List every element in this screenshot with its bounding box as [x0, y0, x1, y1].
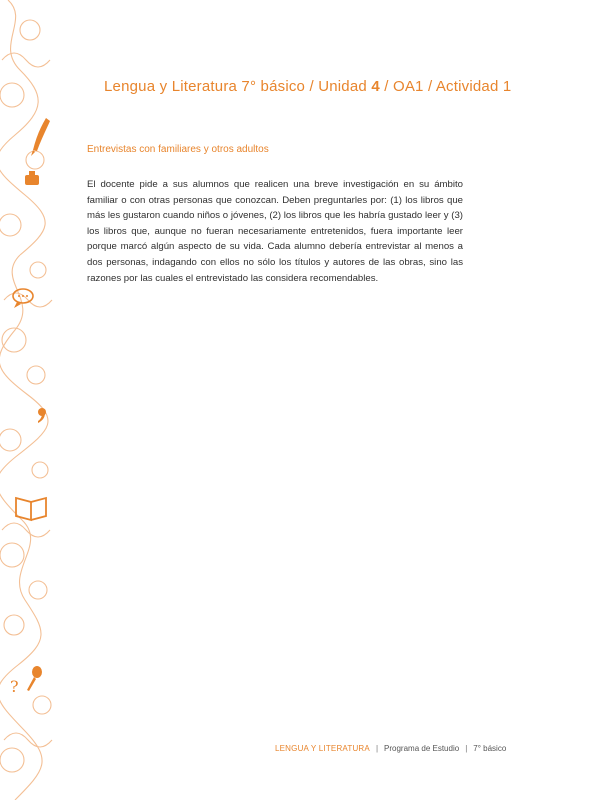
question-mark-icon [10, 677, 19, 696]
section-title: Entrevistas con familiares y otros adultos [87, 144, 269, 155]
decorative-border [0, 0, 62, 800]
svg-text:?: ? [10, 677, 19, 696]
footer-grade: 7° básico [473, 744, 507, 753]
footer-subject: LENGUA Y LITERATURA [275, 744, 370, 753]
pen-icon [31, 118, 50, 156]
unit-number: 4 [371, 78, 380, 95]
activity-description: El docente pide a sus alumnos que realicen una breve investigación en su ámbito familiar o con otras personas que conozcan. Deben preguntarles por: (1) los libros que más les gustaron cuando niños o jóvenes, (2) los libros que les habría gustado leer y (3) los libros que, aunque no fueran necesariamente entretenidos, fuera importante leer porque marcó algún aspecto de su vida. Cada alumno debería entrevistar al menos a dos personas, indagando con ellos no sólo los títulos y autores de las obras, sino las razones por las cuales el entrevistado las considera recomendables. [87, 179, 463, 284]
inkwell-icon [25, 171, 39, 185]
footer-separator: | [375, 744, 379, 753]
footer-separator: | [465, 744, 468, 753]
title-suffix: / OA1 / Actividad 1 [379, 78, 512, 95]
footer-program: Programa de Estudio [384, 744, 460, 753]
title-prefix: Lengua y Literatura 7° básico / Unidad [104, 78, 372, 95]
open-book-icon [16, 498, 46, 520]
speech-bubble-icon [13, 289, 33, 308]
page-footer [275, 744, 506, 753]
microphone-icon [27, 666, 42, 691]
page-title [104, 78, 511, 95]
comma-icon [38, 408, 46, 423]
